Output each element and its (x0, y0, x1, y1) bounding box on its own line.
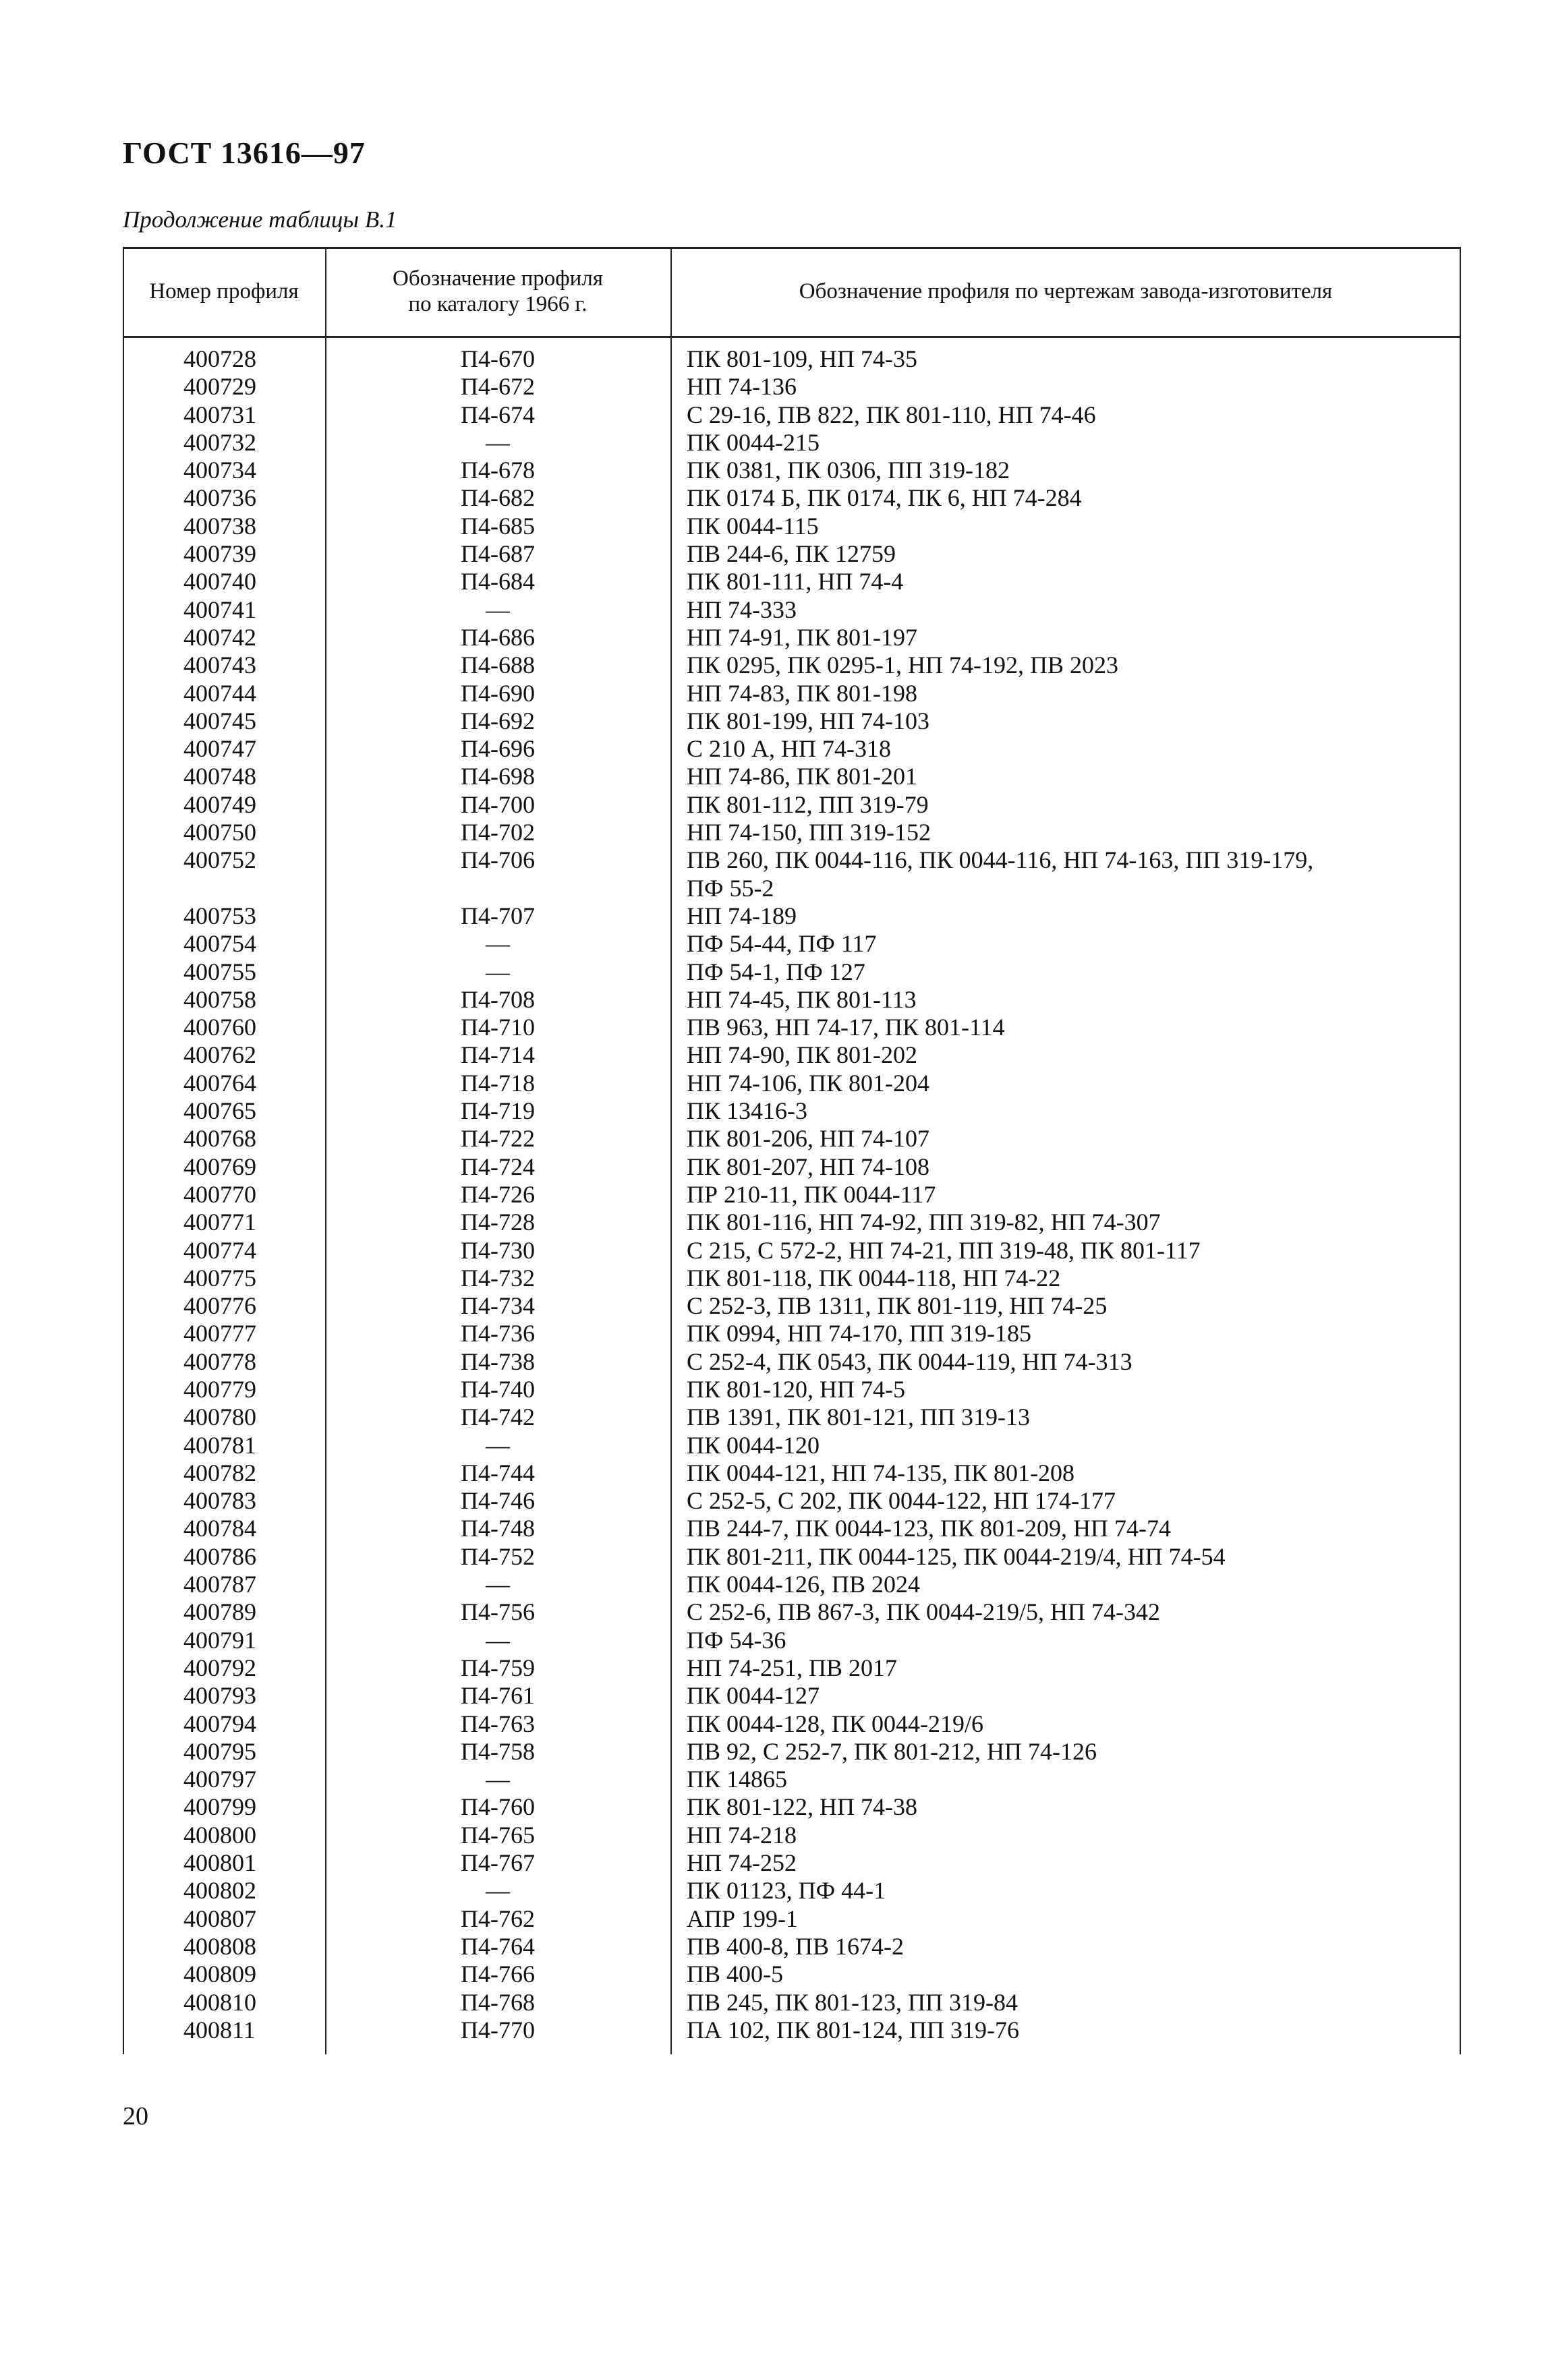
column-header-catalog (325, 247, 670, 336)
cell-catalog-designation: — (486, 596, 510, 623)
cell-catalog-designation: П4-740 (461, 1375, 535, 1403)
cell-profile-number: 400787 (183, 1571, 256, 1598)
table-row (123, 1209, 1461, 1236)
cell-profile-number: 400777 (183, 1320, 256, 1347)
cell-factory-designation: НП 74-150, ПП 319-152 (687, 819, 931, 846)
document-title: ГОСТ 13616—97 (123, 136, 366, 170)
cell-factory-designation: С 252-3, ПВ 1311, ПК 801-119, НП 74-25 (687, 1292, 1108, 1320)
table-row (123, 1153, 1461, 1181)
cell-factory-designation: ПК 0044-126, ПВ 2024 (687, 1571, 921, 1598)
cell-catalog-designation: П4-698 (461, 763, 535, 790)
cell-catalog-designation: П4-684 (461, 568, 535, 596)
cell-catalog-designation: П4-718 (461, 1069, 535, 1097)
column-header-factory (670, 247, 1461, 336)
cell-profile-number: 400807 (183, 1905, 256, 1932)
table-row (123, 1265, 1461, 1292)
cell-profile-number: 400778 (183, 1347, 256, 1375)
cell-factory-designation: ПК 801-122, НП 74-38 (687, 1793, 917, 1821)
cell-factory-designation: ПА 102, ПК 801-124, ПП 319-76 (687, 2016, 1019, 2043)
cell-catalog-designation: П4-719 (461, 1097, 535, 1125)
table-row (123, 568, 1461, 596)
cell-profile-number: 400794 (183, 1710, 256, 1737)
table-row (123, 1348, 1461, 1376)
cell-factory-designation: ПВ 400-8, ПВ 1674-2 (687, 1932, 904, 1960)
table-row (123, 791, 1461, 819)
cell-factory-designation: ПК 801-111, НП 74-4 (687, 568, 904, 596)
cell-catalog-designation: — (486, 428, 510, 456)
cell-factory-designation: С 252-6, ПВ 867-3, ПК 0044-219/5, НП 74-342 (687, 1598, 1160, 1626)
cell-profile-number: 400754 (183, 930, 256, 958)
cell-catalog-designation: П4-722 (461, 1125, 535, 1153)
cell-catalog-designation: П4-688 (461, 651, 535, 679)
cell-catalog-designation: П4-759 (461, 1654, 535, 1681)
cell-catalog-designation: П4-752 (461, 1542, 535, 1570)
table-row (123, 1822, 1461, 1849)
cell-catalog-designation: — (486, 1571, 510, 1598)
column-header-catalog-line-2: по каталогу 1966 г. (408, 292, 587, 316)
cell-profile-number: 400748 (183, 763, 256, 790)
cell-catalog-designation: — (486, 930, 510, 958)
table-row (123, 1487, 1461, 1515)
cell-catalog-designation: П4-734 (461, 1292, 535, 1320)
cell-catalog-designation: П4-728 (461, 1209, 535, 1236)
cell-profile-number: 400774 (183, 1236, 256, 1264)
table-row (123, 1403, 1461, 1431)
cell-catalog-designation: П4-738 (461, 1347, 535, 1375)
profile-table (123, 247, 1461, 2054)
table-row (123, 1014, 1461, 1041)
cell-catalog-designation: П4-756 (461, 1598, 535, 1626)
cell-profile-number: 400747 (183, 735, 256, 763)
cell-factory-designation: НП 74-136 (687, 373, 797, 401)
table-row (123, 484, 1461, 512)
cell-profile-number: 400786 (183, 1542, 256, 1570)
cell-factory-designation: С 252-5, С 202, ПК 0044-122, НП 174-177 (687, 1487, 1116, 1515)
table-row (123, 1292, 1461, 1320)
cell-factory-designation: ПФ 54-36 (687, 1626, 786, 1654)
cell-profile-number: 400776 (183, 1292, 256, 1320)
cell-factory-designation: ПВ 260, ПК 0044-116, ПК 0044-116, НП 74-163, ПП 319-179, (687, 846, 1314, 874)
table-row (123, 819, 1461, 846)
table-row (123, 1543, 1461, 1571)
cell-catalog-designation: — (486, 1431, 510, 1459)
cell-factory-designation: ПВ 92, С 252-7, ПК 801-212, НП 74-126 (687, 1737, 1097, 1765)
cell-factory-designation: ПР 210-11, ПК 0044-117 (687, 1180, 936, 1208)
cell-factory-designation: АПР 199-1 (687, 1905, 799, 1932)
cell-profile-number: 400750 (183, 819, 256, 846)
cell-factory-designation: НП 74-218 (687, 1821, 797, 1849)
cell-profile-number: 400811 (183, 2016, 256, 2043)
table-row (123, 1432, 1461, 1459)
cell-catalog-designation: — (486, 1626, 510, 1654)
cell-catalog-designation: П4-678 (461, 457, 535, 484)
table-row (123, 1125, 1461, 1153)
cell-catalog-designation: П4-696 (461, 735, 535, 763)
cell-factory-designation: ПВ 963, НП 74-17, ПК 801-114 (687, 1014, 1005, 1041)
cell-profile-number: 400768 (183, 1125, 256, 1153)
table-row (123, 624, 1461, 651)
table-row (123, 1738, 1461, 1766)
cell-factory-designation: НП 74-83, ПК 801-198 (687, 679, 917, 707)
cell-profile-number: 400795 (183, 1737, 256, 1765)
cell-factory-designation: С 29-16, ПВ 822, ПК 801-110, НП 74-46 (687, 401, 1096, 428)
cell-profile-number: 400758 (183, 985, 256, 1013)
cell-factory-designation: НП 74-90, ПК 801-202 (687, 1041, 917, 1069)
cell-factory-designation: НП 74-106, ПК 801-204 (687, 1069, 929, 1097)
table-row (123, 1654, 1461, 1682)
cell-factory-designation: ПК 0044-121, НП 74-135, ПК 801-208 (687, 1459, 1074, 1486)
cell-catalog-designation: П4-692 (461, 707, 535, 734)
cell-profile-number: 400743 (183, 651, 256, 679)
cell-factory-designation: НП 74-91, ПК 801-197 (687, 623, 917, 651)
cell-factory-designation: С 210 А, НП 74-318 (687, 735, 891, 763)
cell-catalog-designation: П4-708 (461, 985, 535, 1013)
cell-catalog-designation: П4-770 (461, 2016, 535, 2043)
cell-catalog-designation: П4-690 (461, 679, 535, 707)
cell-factory-designation: ПК 0174 Б, ПК 0174, ПК 6, НП 74-284 (687, 484, 1082, 512)
table-row (123, 1933, 1461, 1961)
cell-catalog-designation: П4-744 (461, 1459, 535, 1486)
table-row (123, 1905, 1461, 1933)
cell-catalog-designation: П4-736 (461, 1320, 535, 1347)
table-row (123, 429, 1461, 457)
table-row (123, 1376, 1461, 1403)
cell-catalog-designation: П4-742 (461, 1403, 535, 1431)
cell-profile-number: 400740 (183, 568, 256, 596)
cell-factory-designation: НП 74-252 (687, 1849, 797, 1877)
cell-catalog-designation: П4-674 (461, 401, 535, 428)
cell-profile-number: 400744 (183, 679, 256, 707)
cell-profile-number: 400779 (183, 1375, 256, 1403)
cell-factory-designation: ПК 0994, НП 74-170, ПП 319-185 (687, 1320, 1031, 1347)
cell-catalog-designation: П4-700 (461, 790, 535, 818)
cell-catalog-designation: П4-686 (461, 623, 535, 651)
cell-profile-number (123, 875, 325, 902)
cell-profile-number: 400789 (183, 1598, 256, 1626)
cell-profile-number: 400775 (183, 1264, 256, 1291)
cell-catalog-designation: П4-724 (461, 1153, 535, 1180)
cell-catalog-designation: П4-748 (461, 1515, 535, 1542)
cell-profile-number: 400793 (183, 1682, 256, 1710)
cell-profile-number: 400765 (183, 1097, 256, 1125)
table-row (123, 680, 1461, 707)
cell-factory-designation: ПК 801-206, НП 74-107 (687, 1125, 929, 1153)
table-row (123, 2016, 1461, 2044)
column-header-number-line: Номер профиля (149, 279, 299, 303)
table-row (123, 513, 1461, 540)
cell-factory-designation: ПК 0044-120 (687, 1431, 820, 1459)
table-continuation-caption: Продолжение таблицы В.1 (123, 206, 397, 233)
table-row (123, 1877, 1461, 1905)
cell-profile-number: 400762 (183, 1041, 256, 1069)
cell-factory-designation: ПК 0044-215 (687, 428, 820, 456)
cell-profile-number: 400739 (183, 540, 256, 568)
cell-catalog-designation: П4-765 (461, 1821, 535, 1849)
cell-profile-number: 400809 (183, 1961, 256, 1988)
cell-factory-designation: НП 74-86, ПК 801-201 (687, 763, 917, 790)
cell-profile-number: 400791 (183, 1626, 256, 1654)
cell-factory-designation: ПК 801-118, ПК 0044-118, НП 74-22 (687, 1264, 1061, 1291)
cell-profile-number: 400800 (183, 1821, 256, 1849)
table-row (123, 875, 1461, 902)
table-row (123, 735, 1461, 763)
table-row (123, 1459, 1461, 1487)
table-row (123, 958, 1461, 986)
cell-factory-designation: ПВ 1391, ПК 801-121, ПП 319-13 (687, 1403, 1030, 1431)
cell-profile-number: 400780 (183, 1403, 256, 1431)
cell-profile-number: 400784 (183, 1515, 256, 1542)
table-header-bottom-border (123, 336, 1461, 338)
cell-factory-designation: ПК 801-116, НП 74-92, ПП 319-82, НП 74-307 (687, 1209, 1161, 1236)
cell-catalog-designation: П4-726 (461, 1180, 535, 1208)
cell-profile-number: 400731 (183, 401, 256, 428)
cell-catalog-designation: П4-766 (461, 1961, 535, 1988)
cell-factory-designation: ПК 0044-128, ПК 0044-219/6 (687, 1710, 983, 1737)
table-row (123, 1793, 1461, 1821)
cell-catalog-designation: П4-732 (461, 1264, 535, 1291)
cell-profile-number: 400797 (183, 1766, 256, 1793)
table-row (123, 401, 1461, 429)
cell-catalog-designation: П4-682 (461, 484, 535, 512)
column-header-catalog-line-1: Обозначение профиля (393, 266, 603, 291)
table-row (123, 846, 1461, 874)
cell-factory-designation: С 252-4, ПК 0543, ПК 0044-119, НП 74-313 (687, 1347, 1132, 1375)
cell-factory-designation: ПК 14865 (687, 1766, 788, 1793)
table-row (123, 986, 1461, 1014)
cell-factory-designation: ПФ 54-44, ПФ 117 (687, 930, 877, 958)
cell-catalog-designation: — (486, 1877, 510, 1905)
table-row (123, 1682, 1461, 1710)
table-row (123, 1320, 1461, 1347)
cell-catalog-designation: П4-761 (461, 1682, 535, 1710)
table-row (123, 373, 1461, 401)
cell-profile-number: 400738 (183, 512, 256, 540)
column-header-factory-line: Обозначение профиля по чертежам завода-изготовителя (799, 279, 1333, 303)
cell-factory-designation: ПК 801-199, НП 74-103 (687, 707, 929, 734)
table-row (123, 1097, 1461, 1125)
column-header-number (123, 247, 325, 336)
cell-profile-number: 400742 (183, 623, 256, 651)
cell-profile-number: 400732 (183, 428, 256, 456)
table-row (123, 1598, 1461, 1626)
cell-factory-designation: ПК 01123, ПФ 44-1 (687, 1877, 886, 1905)
cell-profile-number: 400781 (183, 1431, 256, 1459)
cell-factory-designation: ПФ 55-2 (687, 874, 774, 902)
table-row (123, 1627, 1461, 1654)
cell-profile-number: 400749 (183, 790, 256, 818)
cell-profile-number: 400760 (183, 1014, 256, 1041)
cell-factory-designation: НП 74-333 (687, 596, 797, 623)
cell-catalog-designation: П4-707 (461, 902, 535, 929)
cell-catalog-designation: П4-710 (461, 1014, 535, 1041)
cell-profile-number: 400792 (183, 1654, 256, 1681)
cell-profile-number: 400810 (183, 1988, 256, 2016)
table-row (123, 345, 1461, 373)
table-row (123, 1571, 1461, 1598)
table-row (123, 1515, 1461, 1542)
cell-factory-designation: ПК 801-211, ПК 0044-125, ПК 0044-219/4, НП 74-54 (687, 1542, 1226, 1570)
cell-profile-number: 400801 (183, 1849, 256, 1877)
cell-catalog-designation (325, 875, 670, 902)
table-row (123, 457, 1461, 484)
cell-catalog-designation: П4-762 (461, 1905, 535, 1932)
cell-catalog-designation: П4-767 (461, 1849, 535, 1877)
table-body (123, 345, 1461, 2044)
table-row (123, 1237, 1461, 1265)
table-row (123, 1181, 1461, 1209)
cell-catalog-designation: П4-730 (461, 1236, 535, 1264)
cell-catalog-designation: П4-685 (461, 512, 535, 540)
cell-profile-number: 400802 (183, 1877, 256, 1905)
cell-catalog-designation: П4-706 (461, 846, 535, 874)
cell-factory-designation: ПФ 54-1, ПФ 127 (687, 958, 865, 985)
cell-profile-number: 400771 (183, 1209, 256, 1236)
cell-factory-designation: С 215, С 572-2, НП 74-21, ПП 319-48, ПК 801-117 (687, 1236, 1201, 1264)
cell-factory-designation: ПК 13416-3 (687, 1097, 807, 1125)
cell-catalog-designation: П4-746 (461, 1487, 535, 1515)
cell-profile-number: 400783 (183, 1487, 256, 1515)
cell-factory-designation: ПК 801-120, НП 74-5 (687, 1375, 905, 1403)
cell-catalog-designation: — (486, 958, 510, 985)
cell-profile-number: 400729 (183, 373, 256, 401)
cell-profile-number: 400728 (183, 345, 256, 372)
cell-factory-designation: ПК 801-109, НП 74-35 (687, 345, 917, 372)
cell-profile-number: 400769 (183, 1153, 256, 1180)
cell-factory-designation: ПВ 245, ПК 801-123, ПП 319-84 (687, 1988, 1018, 2016)
cell-factory-designation: ПК 801-112, ПП 319-79 (687, 790, 929, 818)
cell-profile-number: 400745 (183, 707, 256, 734)
cell-catalog-designation: П4-763 (461, 1710, 535, 1737)
cell-profile-number: 400770 (183, 1180, 256, 1208)
cell-profile-number: 400736 (183, 484, 256, 512)
table-row (123, 1961, 1461, 1988)
cell-catalog-designation: П4-672 (461, 373, 535, 401)
cell-profile-number: 400755 (183, 958, 256, 985)
table-row (123, 1849, 1461, 1877)
cell-factory-designation: НП 74-189 (687, 902, 797, 929)
table-row (123, 763, 1461, 790)
table-row (123, 1041, 1461, 1069)
table-row (123, 651, 1461, 679)
cell-factory-designation: ПВ 244-6, ПК 12759 (687, 540, 896, 568)
cell-factory-designation: ПК 0044-127 (687, 1682, 820, 1710)
cell-profile-number: 400764 (183, 1069, 256, 1097)
cell-factory-designation: ПК 0295, ПК 0295-1, НП 74-192, ПВ 2023 (687, 651, 1119, 679)
cell-factory-designation: НП 74-45, ПК 801-113 (687, 985, 917, 1013)
cell-profile-number: 400734 (183, 457, 256, 484)
cell-factory-designation: НП 74-251, ПВ 2017 (687, 1654, 897, 1681)
cell-catalog-designation: П4-760 (461, 1793, 535, 1821)
table-row (123, 540, 1461, 568)
cell-catalog-designation: П4-702 (461, 819, 535, 846)
cell-profile-number: 400752 (183, 846, 256, 874)
cell-profile-number: 400799 (183, 1793, 256, 1821)
cell-factory-designation: ПВ 244-7, ПК 0044-123, ПК 801-209, НП 74-74 (687, 1515, 1171, 1542)
cell-catalog-designation: П4-768 (461, 1988, 535, 2016)
cell-profile-number: 400753 (183, 902, 256, 929)
table-row (123, 1070, 1461, 1097)
cell-catalog-designation: П4-670 (461, 345, 535, 372)
table-row (123, 1710, 1461, 1738)
cell-catalog-designation: — (486, 1766, 510, 1793)
table-row (123, 1766, 1461, 1793)
cell-catalog-designation: П4-764 (461, 1932, 535, 1960)
cell-factory-designation: ПК 0381, ПК 0306, ПП 319-182 (687, 457, 1010, 484)
cell-profile-number: 400782 (183, 1459, 256, 1486)
cell-factory-designation: ПК 801-207, НП 74-108 (687, 1153, 929, 1180)
table-row (123, 596, 1461, 624)
table-row (123, 930, 1461, 958)
cell-factory-designation: ПК 0044-115 (687, 512, 819, 540)
cell-catalog-designation: П4-758 (461, 1737, 535, 1765)
cell-catalog-designation: П4-714 (461, 1041, 535, 1069)
cell-profile-number: 400808 (183, 1932, 256, 1960)
cell-catalog-designation: П4-687 (461, 540, 535, 568)
page-number: 20 (123, 2102, 148, 2130)
table-row (123, 1989, 1461, 2016)
table-row (123, 902, 1461, 930)
cell-factory-designation: ПВ 400-5 (687, 1961, 783, 1988)
table-row (123, 707, 1461, 735)
cell-profile-number: 400741 (183, 596, 256, 623)
